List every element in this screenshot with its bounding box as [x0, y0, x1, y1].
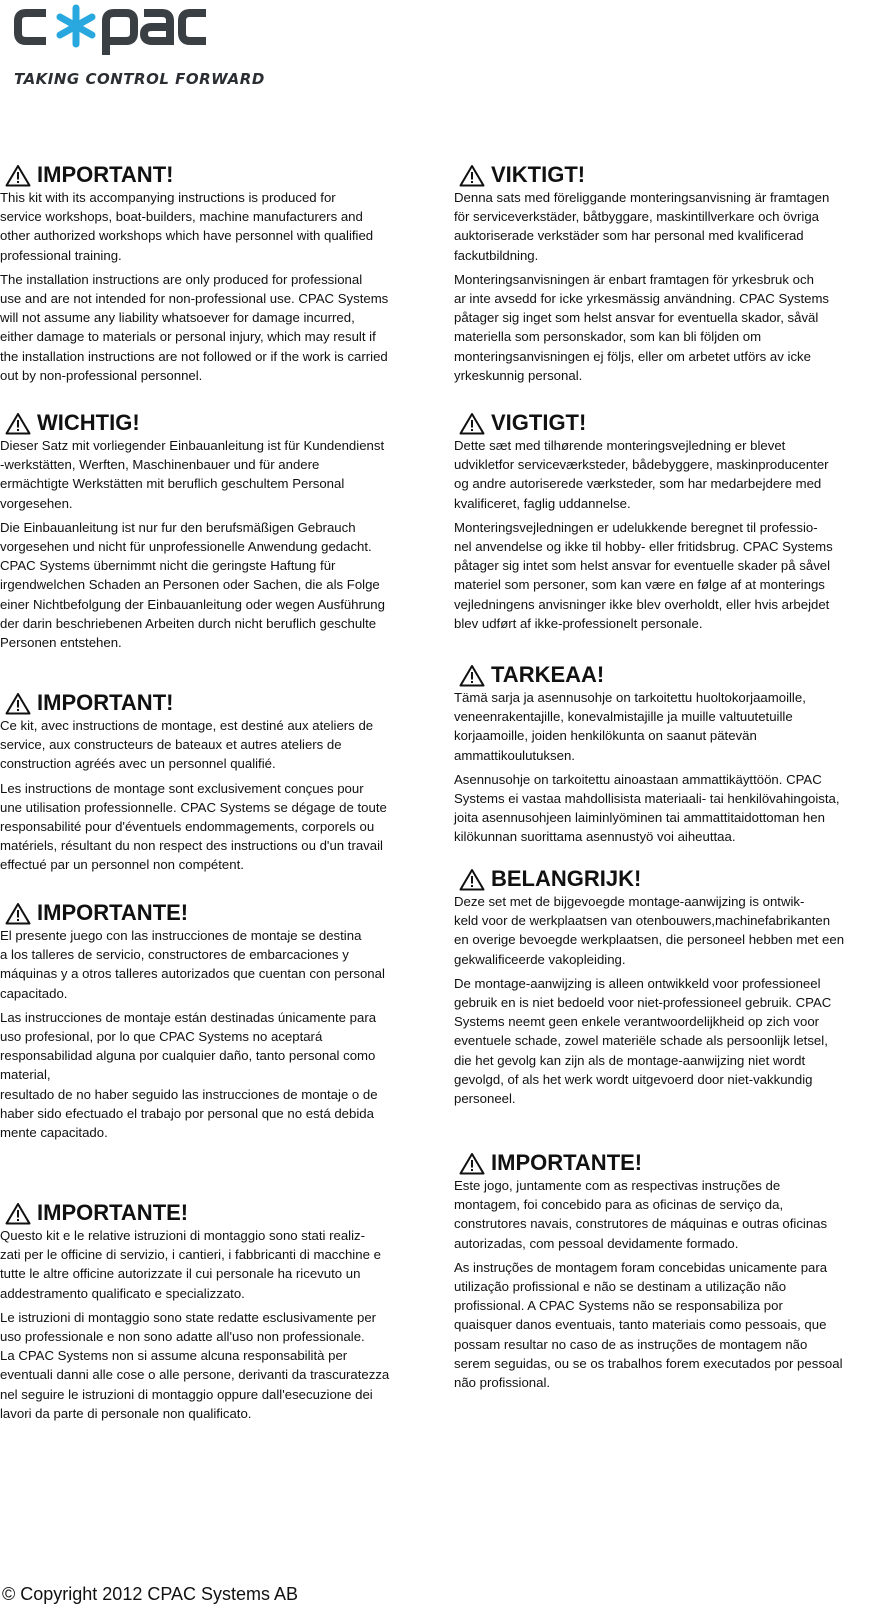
- notice-heading: [454, 1150, 886, 1176]
- notice-title: IMPORTANTE!: [491, 1150, 643, 1175]
- copyright-footer: © Copyright 2012 CPAC Systems AB: [2, 1584, 299, 1604]
- warning-icon: [459, 1152, 485, 1175]
- notice-dutch: [454, 866, 886, 1108]
- notice-danish: [454, 410, 886, 633]
- notice-paragraph-liability: Las instrucciones de montaje están destinadas únicamente para uso profesional, por lo que CPAC Systems no aceptará responsabilidad alguna por cualquier daño, tanto personal como material, resultado de no haber seguido las instrucciones de montaje o de haber sido efectuado el trabajo por personal que no está debida mente capacitado.: [0, 1009, 378, 1141]
- notice-paragraph-intended-use: Denna sats med föreliggande monteringsanvisning är framtagen för serviceverkstäder, båtbyggare, maskintillverkare och övriga auktoriserade verkstäder som har personal med kvalificerad fackutbildning.: [454, 190, 830, 263]
- notice-paragraph-intended-use: Questo kit e le relative istruzioni di montaggio sono stati realiz- zati per le officine di servizio, i cantieri, i fabbricanti di macchine e tutte le altre officine autorizzate il cui personale ha ricevuto un addestramento qualificato e specializzato.: [0, 1228, 381, 1301]
- notice-heading: [0, 162, 436, 188]
- warning-icon: [459, 868, 485, 891]
- notice-title: TARKEAA!: [491, 662, 605, 687]
- notice-paragraph-liability: Les instructions de montage sont exclusivement conçues pour une utilisation professionnelle. CPAC Systems se dégage de toute responsabilité pour d'éventuels endommagements, corporels ou matériels, résultant du non respect des instructions ou d'un travail effectué par un personnel non compétent.: [0, 780, 387, 873]
- warning-icon: [5, 412, 31, 435]
- notice-paragraph-liability: As instruções de montagem foram concebidas unicamente para utilização profissional e não se destinam a utilização não profissional. A CPAC Systems não se responsabiliza por quaisquer danos eventuais, tanto materiais como pessoais, que possam resultar no caso de as instruções de montagem não serem seguidas, ou se os trabalhos forem executados por pessoal não profissional.: [454, 1259, 843, 1391]
- warning-icon: [5, 164, 31, 187]
- notice-heading: [454, 662, 886, 688]
- notice-paragraph-intended-use: Tämä sarja ja asennusohje on tarkoitettu huoltokorjaamoille, veneenrakentajille, konevalmistajille ja muille valtuutetuille korjaamoille, joiden henkilökunta on saanut pätevän ammattikoulutuksen.: [454, 690, 806, 763]
- notice-heading: [0, 900, 436, 926]
- asterisk-icon: [60, 8, 92, 44]
- notice-german: [0, 410, 436, 652]
- notice-french: [0, 690, 436, 875]
- warning-icon: [459, 412, 485, 435]
- notice-paragraph-liability: Die Einbauanleitung ist nur fur den berufsmäßigen Gebrauch vorgesehen und nicht für unprofessionelle Anwendung gedacht. CPAC Systems übernimmt nicht die geringste Haftung für irgendwelchen Schaden an Personen oder Sachen, die als Folge einer Nichtbefolgung der Einbauanleitung oder wegen Ausführung der darin beschriebenen Arbeiten durch nicht beruflich geschulte Personen entstehen.: [0, 519, 385, 651]
- notice-title: IMPORTANTE!: [37, 1200, 189, 1225]
- notice-paragraph-intended-use: This kit with its accompanying instructions is produced for service workshops, boat-builders, machine manufacturers and other authorized workshops which have personnel with qualified professional training.: [0, 190, 374, 263]
- notice-title: IMPORTANTE!: [37, 900, 189, 925]
- brand-tagline: TAKING CONTROL FORWARD: [14, 70, 265, 88]
- notice-paragraph-intended-use: Dieser Satz mit vorliegender Einbauanleitung ist für Kundendienst -werkstätten, Werften, Maschinenbauer und für andere ermächtigte Werkstätten mit beruflich geschultem Personal vorgesehen.: [0, 438, 385, 511]
- notice-heading: [0, 1200, 436, 1226]
- notice-title: BELANGRIJK!: [491, 866, 642, 891]
- notice-paragraph-intended-use: El presente juego con las instrucciones de montaje se destina a los talleres de servicio, constructores de embarcaciones y máquinas y a otros talleres autorizados que cuentan con personal capacitado.: [0, 928, 385, 1001]
- notice-paragraph-liability: Monteringsanvisningen är enbart framtagen för yrkesbruk och ar inte avsedd for icke yrkesmässig användning. CPAC Systems påtager sig inget som helst ansvar for eventuella skador, såväl materiella som personskador, som kan bli följden om monteringsanvisningen ej följs, eller om arbetet utförs av icke yrkeskunnig personal.: [454, 271, 830, 383]
- notice-title: WICHTIG!: [37, 410, 140, 435]
- warning-icon: [459, 164, 485, 187]
- notice-title: IMPORTANT!: [37, 162, 174, 187]
- warning-icon: [5, 692, 31, 715]
- notice-paragraph-liability: The installation instructions are only produced for professional use and are not intended for non-professional use. CPAC Systems will not assume any liability whatsoever for damage incurred, either damage to materials or personal injury, which may result if the installation instructions are not followed or if the work is carried out by non-professional personnel.: [0, 271, 389, 383]
- notice-english: [0, 162, 436, 385]
- brand-logo: [12, 0, 265, 95]
- notice-heading: [0, 690, 436, 716]
- notice-finnish: [454, 662, 886, 847]
- notice-spanish: [0, 900, 436, 1142]
- notice-paragraph-liability: Le istruzioni di montaggio sono state redatte esclusivamente per uso professionale e non sono adatte all'uso non professionale. La CPAC Systems non si assume alcuna responsabilità per eventuali danni alle cose o alle persone, derivanti da trascuratezza nel seguire le istruzioni di montaggio oppure dall'esecuzione dei lavori da parte di personale non qualificato.: [0, 1309, 390, 1421]
- notice-paragraph-liability: Asennusohje on tarkoitettu ainoastaan ammattikäyttöön. CPAC Systems ei vastaa mahdollisista materiaali- tai henkilövahingoista, joita asennusohjeen laiminlyöminen tai ammattitaidottoman hen kilökunnan suorittama asennustyö voi aiheuttaa.: [454, 771, 840, 845]
- notice-portuguese: [454, 1150, 886, 1392]
- notice-title: IMPORTANT!: [37, 690, 174, 715]
- notice-italian: [0, 1200, 436, 1423]
- warning-icon: [5, 1202, 31, 1225]
- notice-swedish: [454, 162, 886, 385]
- warning-icon: [459, 664, 485, 687]
- notice-heading: [0, 410, 436, 436]
- notice-paragraph-liability: Monteringsvejledningen er udelukkende beregnet til professio- nel anvendelse og ikke til hobby- eller fritidsbrug. CPAC Systems påtager sig intet som helst ansvar for eventuelle skader på såvel materiel som personer, som kan være en følge af at monterings vejledningens anvisninger ikke blev overholdt, eller hvis arbejdet blev udført af ikke-professionelt personale.: [454, 519, 833, 631]
- warning-icon: [5, 902, 31, 925]
- notice-paragraph-intended-use: Este jogo, juntamente com as respectivas instruções de montagem, foi concebido para as oficinas de serviço da, construtores navais, construtores de máquinas e outras oficinas autorizadas, com pessoal devidamente formado.: [454, 1178, 828, 1251]
- cpac-logo-mark: [12, 0, 212, 58]
- notice-paragraph-intended-use: Dette sæt med tilhørende monteringsvejledning er blevet udvikletfor serviceværksteder, bådebyggere, maskinproducenter og andre autoriserede værksteder, som har medarbejdere med kvalificeret, faglig uddannelse.: [454, 438, 829, 511]
- notice-paragraph-intended-use: Ce kit, avec instructions de montage, est destiné aux ateliers de service, aux constructeurs de bateaux et autres ateliers de construction agréés avec un personnel qualifié.: [0, 718, 374, 772]
- notice-heading: [454, 410, 886, 436]
- notice-heading: [454, 162, 886, 188]
- notice-heading: [454, 866, 886, 892]
- notice-title: VIGTIGT!: [491, 410, 587, 435]
- notice-paragraph-liability: De montage-aanwijzing is alleen ontwikkeld voor professioneel gebruik en is niet bedoeld voor niet-professioneel gebruik. CPAC Systems neemt geen enkele verantwoordelijkheid op zich voor eventuele schade, zowel materiële schade als persoonlijk letsel, die het gevolg kan zijn als de montage-aanwijzing niet wordt gevolgd, of als het werk wordt uitgevoerd door niet-vakkundig personeel.: [454, 975, 832, 1107]
- notice-title: VIKTIGT!: [491, 162, 586, 187]
- notice-paragraph-intended-use: Deze set met de bijgevoegde montage-aanwijzing is ontwik- keld voor de werkplaatsen van otenbouwers,machinefabrikanten en overige bevoegde werkplaatsen, die personeel hebben met een gekwalificeerde vakopleiding.: [454, 894, 845, 967]
